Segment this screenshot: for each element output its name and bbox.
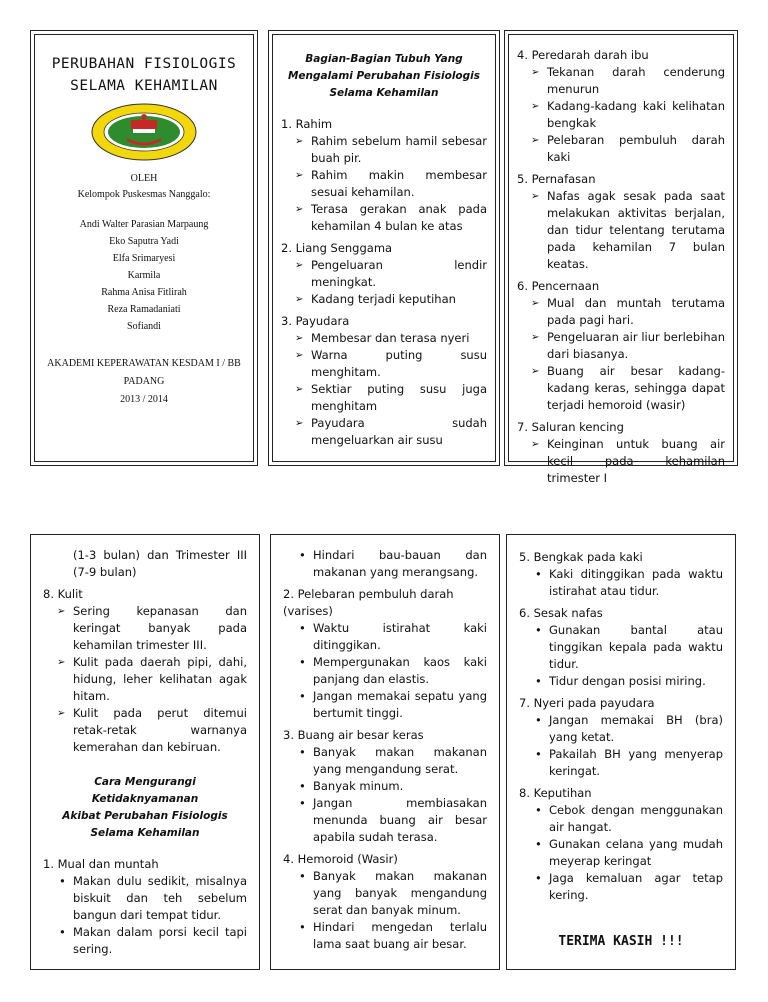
item-heading: 7. Saluran kencing [517, 420, 624, 434]
continuation-text: (1-3 bulan) dan Trimester III (7-9 bulan) [73, 548, 247, 579]
item-heading: 7. Nyeri pada payudara [519, 696, 655, 710]
list-item: ➢ Rahim makin membesar sesuai kehamilan. [295, 167, 487, 201]
item-heading: 4. Peredarah darah ibu [517, 48, 649, 62]
section-heading: Mengalami Perubahan Fisiologis [287, 70, 481, 82]
list-item: ➢ Keinginan untuk buang air kecil pada kehamilan trimester I [531, 436, 725, 487]
list-item: • Cebok dengan menggunakan air hangat. [533, 802, 723, 836]
item-heading: 5. Bengkak pada kaki [519, 550, 643, 564]
item-heading: 3. Buang air besar keras [283, 728, 424, 742]
list-item: • Gunakan bantal atau tinggikan kepala pada waktu tidur. [533, 622, 723, 673]
member-name: Andi Walter Parasian Marpaung [79, 219, 209, 230]
bullet-list [519, 712, 723, 780]
list-item: • Hindari bau-bauan dan makanan yang merangsang. [297, 547, 487, 581]
academy-logo [91, 103, 197, 161]
list-item: ➢ Kadang terjadi keputihan [295, 291, 487, 308]
panel-body-changes-2 [504, 30, 738, 485]
list-item: • Banyak minum. [297, 778, 487, 795]
bullet-list [283, 547, 487, 581]
bullet-list [281, 330, 487, 449]
list-item: • Hindari mengedan terlalu lama saat buang air besar. [297, 919, 487, 953]
member-name: Rahma Anisa Fitlirah [101, 287, 187, 298]
item-heading: 8. Keputihan [519, 786, 592, 800]
list-item: ➢ Pengeluaran air liur berlebihan dari biasanya. [531, 329, 725, 363]
list-item: ➢ Kulit pada perut ditemui retak-retak warnanya kemerahan dan kebiruan. [57, 705, 247, 756]
bullet-list [519, 566, 723, 600]
panel-remedies-2 [270, 534, 500, 970]
item-heading: 5. Pernafasan [517, 172, 596, 186]
list-item: ➢ Terasa gerakan anak pada kehamilan 4 bulan ke atas [295, 201, 487, 235]
list-item: • Kaki ditinggikan pada waktu istirahat atau tidur. [533, 566, 723, 600]
item-heading: 3. Payudara [281, 314, 350, 328]
bullet-list [43, 603, 247, 756]
list-item: ➢ Pelebaran pembuluh darah kaki [531, 132, 725, 166]
section-heading: Selama Kehamilan [329, 87, 439, 99]
list-item: ➢ Nafas agak sesak pada saat melakukan aktivitas berjalan, dan tidur telentang terutama pada kehamilan 7 bulan keatas. [531, 188, 725, 273]
item-heading: 1. Mual dan muntah [43, 857, 159, 871]
cover-city: PADANG [123, 376, 165, 387]
bullet-list [281, 257, 487, 308]
section-heading: Cara Mengurangi Ketidaknyamanan [91, 776, 199, 805]
bullet-list [517, 188, 725, 273]
list-item: • Jangan membiasakan menunda buang air besar apabila sudah terasa. [297, 795, 487, 846]
member-name: Eko Saputra Yadi [109, 236, 179, 247]
bullet-list [283, 868, 487, 953]
bullet-list [281, 133, 487, 235]
cover-group: Kelompok Puskesmas Nanggalo: [77, 188, 211, 200]
bullet-list [517, 295, 725, 414]
list-item: ➢ Mual dan muntah terutama pada pagi hari. [531, 295, 725, 329]
bullet-list [283, 744, 487, 846]
section-heading: Bagian-Bagian Tubuh Yang [305, 53, 463, 65]
list-item: ➢ Tekanan darah cenderung menurun [531, 64, 725, 98]
list-item: ➢ Kadang-kadang kaki kelihatan bengkak [531, 98, 725, 132]
list-item: ➢ Rahim sebelum hamil sebesar buah pir. [295, 133, 487, 167]
item-heading: 2. Pelebaran pembuluh darah (varises) [283, 587, 454, 618]
panel-body-changes-1 [268, 30, 500, 466]
bullet-list [283, 620, 487, 722]
item-heading: 6. Sesak nafas [519, 606, 603, 620]
list-item: ➢ Sektiar puting susu juga menghitam [295, 381, 487, 415]
section-heading: Akibat Perubahan Fisiologis [62, 810, 228, 822]
list-item: ➢ Warna puting susu menghitam. [295, 347, 487, 381]
list-item: ➢ Sering kepanasan dan keringat banyak pada kehamilan trimester III. [57, 603, 247, 654]
list-item: • Banyak makan makanan yang banyak mengandung serat dan banyak minum. [297, 868, 487, 919]
cover-panel [30, 30, 258, 466]
cover-by: OLEH [130, 173, 158, 184]
member-name: Karmila [127, 270, 161, 281]
item-heading: 1. Rahim [281, 117, 333, 131]
list-item: • Jaga kemaluan agar tetap kering. [533, 870, 723, 904]
list-item: ➢ Kulit pada daerah pipi, dahi, hidung, leher kelihatan agak hitam. [57, 654, 247, 705]
item-heading: 4. Hemoroid (Wasir) [283, 852, 398, 866]
list-item: ➢ Pengeluaran lendir meningkat. [295, 257, 487, 291]
member-name: Reza Ramadaniati [107, 304, 181, 315]
list-item: • Waktu istirahat kaki ditinggikan. [297, 620, 487, 654]
thank-you-text: TERIMA KASIH !!! [558, 934, 684, 949]
cover-title-line2: SELAMA KEHAMILAN [70, 78, 218, 94]
list-item: • Mempergunakan kaos kaki panjang dan elastis. [297, 654, 487, 688]
bullet-list [519, 802, 723, 904]
list-item: • Gunakan celana yang mudah meyerap keringat [533, 836, 723, 870]
list-item: • Banyak makan makanan yang mengandung serat. [297, 744, 487, 778]
panel-remedies-3 [506, 534, 736, 970]
bullet-list [517, 436, 725, 487]
list-item: • Jangan memakai sepatu yang bertumit tinggi. [297, 688, 487, 722]
member-name: Sofiandi [127, 321, 161, 332]
member-name: Elfa Srimaryesi [112, 253, 176, 264]
list-item: • Makan dalam porsi kecil tapi sering. [57, 924, 247, 958]
cover-academy: AKADEMI KEPERAWATAN KESDAM I / BB [47, 358, 241, 369]
list-item: ➢ Payudara sudah mengeluarkan air susu [295, 415, 487, 449]
list-item: • Tidur dengan posisi miring. [533, 673, 723, 690]
list-item: • Makan dulu sedikit, misalnya biskuit dan teh sebelum bangun dari tempat tidur. [57, 873, 247, 924]
item-heading: 2. Liang Senggama [281, 241, 393, 255]
section-heading: Selama Kehamilan [90, 827, 200, 839]
bullet-list [519, 622, 723, 690]
cover-title-line1: PERUBAHAN FISIOLOGIS [51, 56, 237, 72]
bullet-list [43, 873, 247, 958]
list-item: • Pakailah BH yang menyerap keringat. [533, 746, 723, 780]
list-item: • Jangan memakai BH (bra) yang ketat. [533, 712, 723, 746]
bullet-list [517, 64, 725, 166]
panel-remedies-1 [30, 534, 260, 970]
cover-year: 2013 / 2014 [120, 394, 168, 405]
list-item: ➢ Buang air besar kadang-kadang keras, sehingga dapat terjadi hemoroid (wasir) [531, 363, 725, 414]
item-heading: 8. Kulit [43, 587, 83, 601]
list-item: ➢ Membesar dan terasa nyeri [295, 330, 487, 347]
item-heading: 6. Pencernaan [517, 279, 600, 293]
